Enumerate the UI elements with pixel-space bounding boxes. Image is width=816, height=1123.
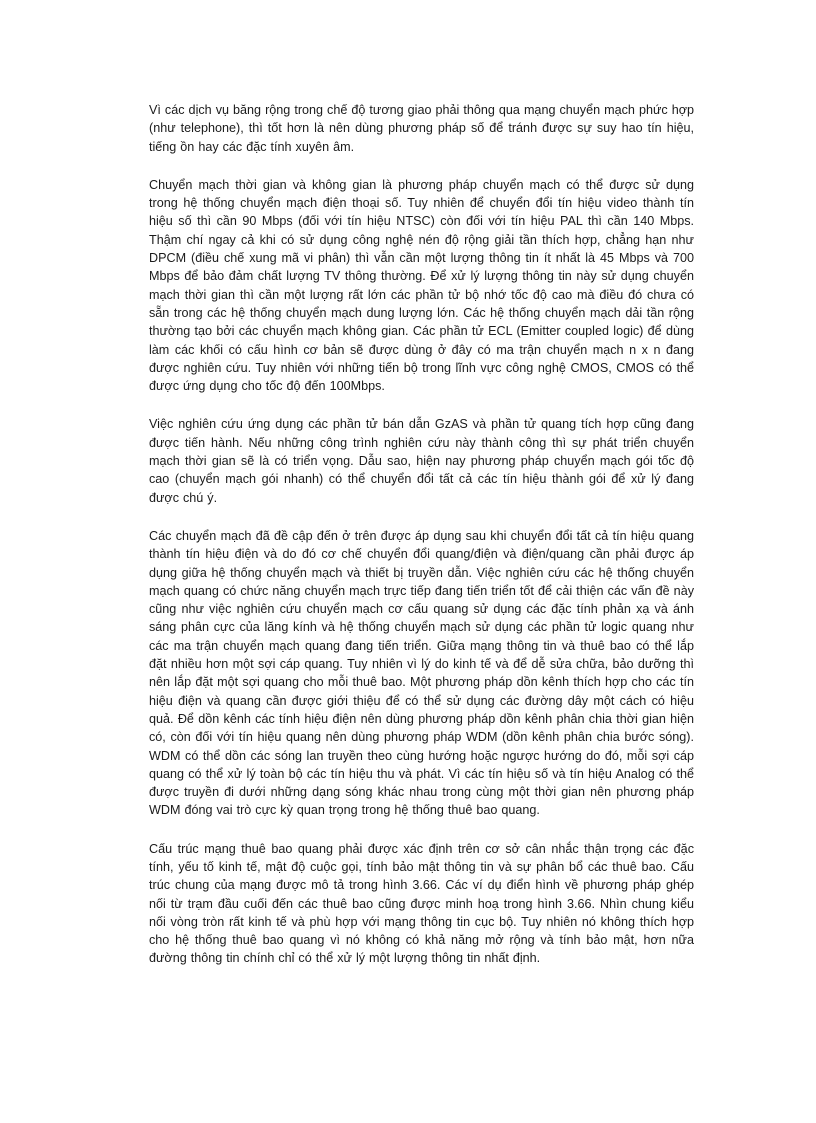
paragraph-5: Cấu trúc mạng thuê bao quang phải được xác định trên cơ sở cân nhắc thận trọng các đặc tính, yếu tố kinh tế, mật độ cuộc gọi, tính bảo mật thông tin và sự phân bổ các thuê bao. Cấu trúc chung của mạng được mô tả trong hình 3.66. Các ví dụ điển hình về phương pháp ghép nối từ trạm đầu cuối đến các thuê bao cũng được minh hoạ trong hình 3.66. Nhìn chung kiểu nối vòng tròn rất kinh tế và phù hợp với mạng thông tin cục bộ. Tuy nhiên nó không thích hợp cho hệ thống thuê bao quang vì nó không có khả năng mở rộng và tính bảo mật, hơn nữa đường thông tin chính chỉ có thể xử lý một lượng thông tin nhất định. — [149, 841, 694, 966]
document-page — [149, 101, 694, 988]
paragraph-2: Chuyển mạch thời gian và không gian là phương pháp chuyển mạch có thể được sử dụng trong hệ thống chuyển mạch điện thoại số. Tuy nhiên để chuyển đổi tín hiệu video thành tín hiệu số thì cần 90 Mbps (đối với tín hiệu NTSC) còn đối với tín hiệu PAL thì cần 140 Mbps. Thậm chí ngay cả khi có sử dụng công nghệ nén độ rộng giải tần thích hợp, chẳng hạn như DPCM (điều chế xung mã vi phân) thì vẫn cần một lượng thông tin ít nhất là 45 Mbps và 700 Mbps để bảo đảm chất lượng TV thông thường. Để xử lý lượng thông tin này sử dụng chuyển mạch thời gian thì cần một lượng rất lớn các phần tử bộ nhớ tốc độ cao mà điều đó chưa có sẵn trong các hệ thống chuyển mạch dung lượng lớn. Các hệ thống chuyển mạch dải tần rộng thường tạo bởi các chuyển mạch không gian. Các phần tử ECL (Emitter coupled logic) để dùng làm các khối có cấu hình cơ bản sẽ được dùng ở đây có ma trận chuyển mạch n x n đang được nghiên cứu. Tuy nhiên với những tiến bộ trong lĩnh vực công nghệ CMOS, CMOS có thể được ứng dụng cho tốc độ đến 100Mbps. — [149, 177, 694, 394]
paragraph-3: Việc nghiên cứu ứng dụng các phần tử bán dẫn GzAS và phần tử quang tích hợp cũng đang được tiến hành. Nếu những công trình nghiên cứu này thành công thì sự phát triển chuyển mạch thời gian sẽ là có triển vọng. Dẫu sao, hiện nay phương pháp chuyển mạch gói tốc độ cao (chuyển mạch gói nhanh) có thể chuyển đổi tất cả các tín hiệu thành gói để xử lý đang được chú ý. — [149, 417, 694, 505]
paragraph-1: Vì các dịch vụ băng rộng trong chế độ tương giao phải thông qua mạng chuyển mạch phức hợp (như telephone), thì tốt hơn là nên dùng phương pháp số để tránh được sự suy hao tín hiệu, tiếng ồn hay các đặc tính xuyên âm. — [149, 103, 694, 154]
paragraph-4: Các chuyển mạch đã đề cập đến ở trên được áp dụng sau khi chuyển đổi tất cả tín hiệu quang thành tín hiệu điện và do đó cơ chế chuyển đổi quang/điện và điện/quang cần phải được áp dụng giữa hệ thống chuyển mạch và thiết bị truyền dẫn. Việc nghiên cứu các hệ thống chuyển mạch quang có chức năng chuyển mạch trực tiếp đang tiến triển tốt để cải thiện các vấn đề này cũng như việc nghiên cứu chuyển mạch cơ cấu quang sử dụng các đặc tính phản xạ và ánh sáng phân cực của lăng kính và hệ thống chuyển mạch sử dụng các phần tử logic quang như các ma trận chuyển mạch quang đang tiến triển. Giữa mạng thông tin và thuê bao có thể lắp đặt nhiều hơn một sợi cáp quang. Tuy nhiên vì lý do kinh tế và để dễ sửa chữa, bảo dưỡng thì nên lắp đặt một sợi quang cho mỗi thuê bao. Một phương pháp dồn kênh thích hợp cho các tín hiệu điện và quang cần được giới thiệu để có thể sử dụng các đường dây một cách có hiệu quả. Để dồn kênh các tính hiệu điện nên dùng phương pháp dồn kênh phân chia thời gian hiện có, còn đối với tín hiệu quang nên dùng phương pháp WDM (dồn kênh phân chia bước sóng). WDM có thể dồn các sóng lan truyền theo cùng hướng hoặc ngược hướng do đó, mỗi sợi cáp quang có thể xử lý toàn bộ các tín hiệu thu và phát. Vì các tín hiệu số và tín hiệu Analog có thể được truyền đi dưới những dạng sóng khác nhau trong cùng một thời gian nên phương pháp WDM đóng vai trò cực kỳ quan trọng trong hệ thống thuê bao quang. — [149, 528, 694, 818]
